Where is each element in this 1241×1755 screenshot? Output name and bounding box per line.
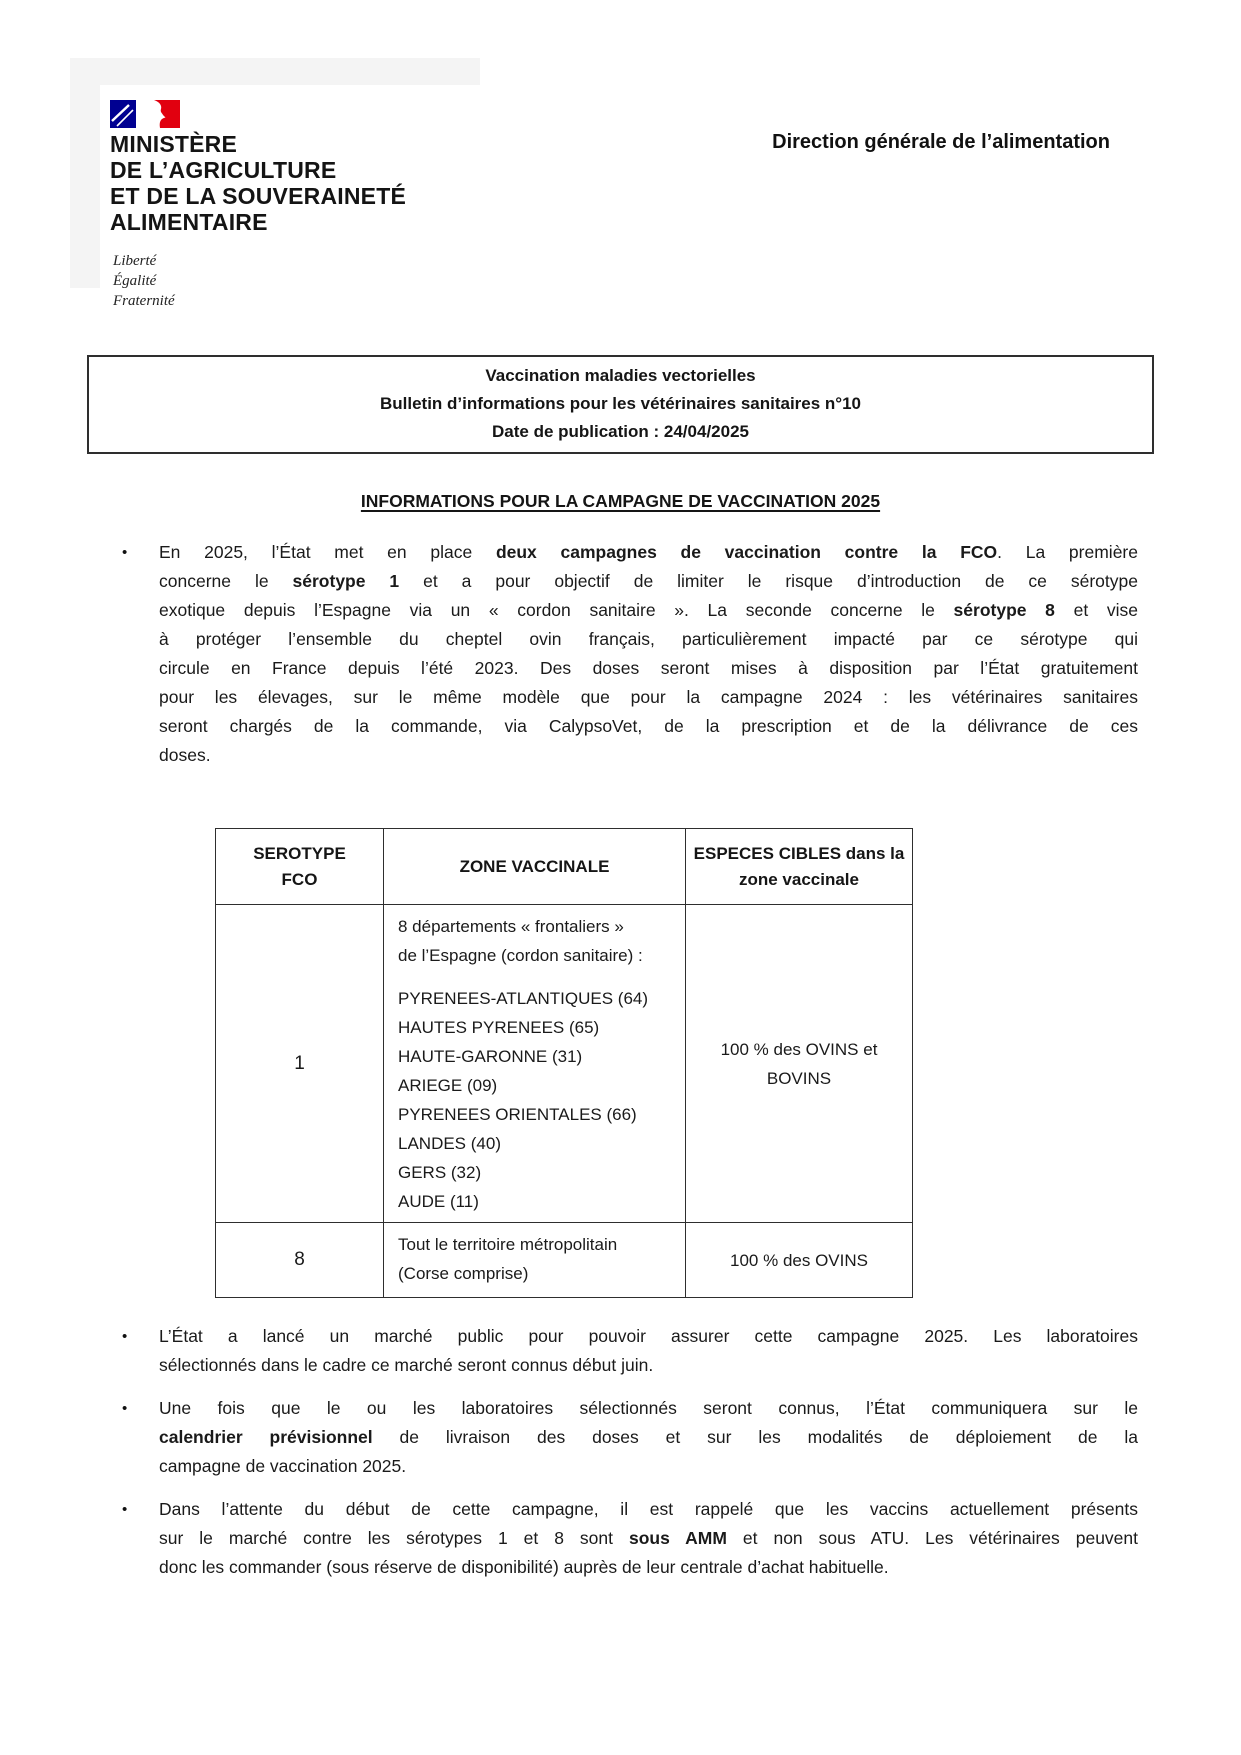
direction-title: Direction générale de l’alimentation [772, 131, 1110, 153]
cell-serotype-value: 1 [216, 905, 384, 1223]
table-row-serotype-1 [216, 905, 913, 1223]
bullet-icon: • [122, 1501, 128, 1518]
bullet-icon: • [122, 544, 128, 561]
paragraph-vaccins-amm: Dans l’attente du début de cette campagne, il est rappelé que les vaccins actuellement présents sur le marché contre les sérotypes 1 et 8 sont sous AMM et non sous ATU. Les vétérinaires peuvent donc les commander (sous réserve de disponibilité) auprès de leur centrale d’achat habituelle. [159, 1499, 1138, 1577]
cell-zone-vaccinale [384, 1223, 686, 1298]
list-item [122, 1322, 1138, 1380]
bullet-icon: • [122, 1328, 128, 1345]
zone-description: 8 départements « frontaliers » de l’Espagne (cordon sanitaire) : [398, 917, 643, 965]
column-header-serotype: SEROTYPE FCO [216, 829, 384, 905]
table-header-row [216, 829, 913, 905]
section-heading: INFORMATIONS POUR LA CAMPAGNE DE VACCINATION 2025 [360, 491, 881, 511]
french-republic-flag-icon [110, 100, 180, 128]
ministry-logo-background [100, 85, 480, 309]
cell-zone-vaccinale [384, 905, 686, 1223]
ministry-name: MINISTÈRE DE L’AGRICULTURE ET DE LA SOUVERAINETÉ ALIMENTAIRE [110, 131, 406, 235]
paragraph-marche-public: L’État a lancé un marché public pour pouvoir assurer cette campagne 2025. Les laboratoires sélectionnés dans le cadre ce marché seront connus début juin. [159, 1326, 1138, 1375]
list-item [122, 1495, 1138, 1582]
info-bullet-list [122, 1322, 1138, 1596]
list-item [122, 1394, 1138, 1481]
cell-target-species: 100 % des OVINS [686, 1223, 913, 1298]
ministry-logo-block [70, 58, 480, 309]
paragraph-campaign-overview: En 2025, l’État met en place deux campagnes de vaccination contre la FCO. La première concerne le sérotype 1 et a pour objectif de limiter le risque d’introduction de ce sérotype exotique depuis l’Espagne via un « cordon sanitaire ». La seconde concerne le sérotype 8 et vise à protéger l’ensemble du cheptel ovin français, particulièrement impacté par ce sérotype qui circule en France depuis l’été 2023. Des doses seront mises à disposition par l’État gratuitement pour les élevages, sur le même modèle que pour la campagne 2024 : les vétérinaires sanitaires seront chargés de la commande, via CalypsoVet, de la prescription et de la délivrance de ces doses. [159, 542, 1138, 765]
column-header-especes: ESPECES CIBLES dans la zone vaccinale [686, 829, 913, 905]
bulletin-title-box: Vaccination maladies vectorielles Bulletin d’informations pour les vétérinaires sanitaires n°10 Date de publication : 24/04/2025 [87, 355, 1154, 454]
bullet-icon: • [122, 1400, 128, 1417]
department-list: PYRENEES-ATLANTIQUES (64) HAUTES PYRENEES (65) HAUTE-GARONNE (31) ARIEGE (09) PYRENEES ORIENTALES (66) LANDES (40) GERS (32) AUDE (11) [398, 989, 649, 1211]
republic-motto: Liberté Égalité Fraternité [113, 253, 175, 309]
intro-bullet-list [122, 538, 1138, 784]
cell-serotype-value: 8 [216, 1223, 384, 1298]
cell-target-species: 100 % des OVINS et BOVINS [686, 905, 913, 1223]
paragraph-calendrier: Une fois que le ou les laboratoires sélectionnés seront connus, l’État communiquera sur le calendrier prévisionnel de livraison des doses et sur les modalités de déploiement de la campagne de vaccination 2025. [159, 1398, 1138, 1476]
table-row-serotype-8 [216, 1223, 913, 1298]
vaccination-zones-table [215, 828, 913, 1298]
column-header-zone: ZONE VACCINALE [384, 829, 686, 905]
list-item [122, 538, 1138, 770]
zone-description: Tout le territoire métropolitain (Corse comprise) [398, 1235, 618, 1283]
